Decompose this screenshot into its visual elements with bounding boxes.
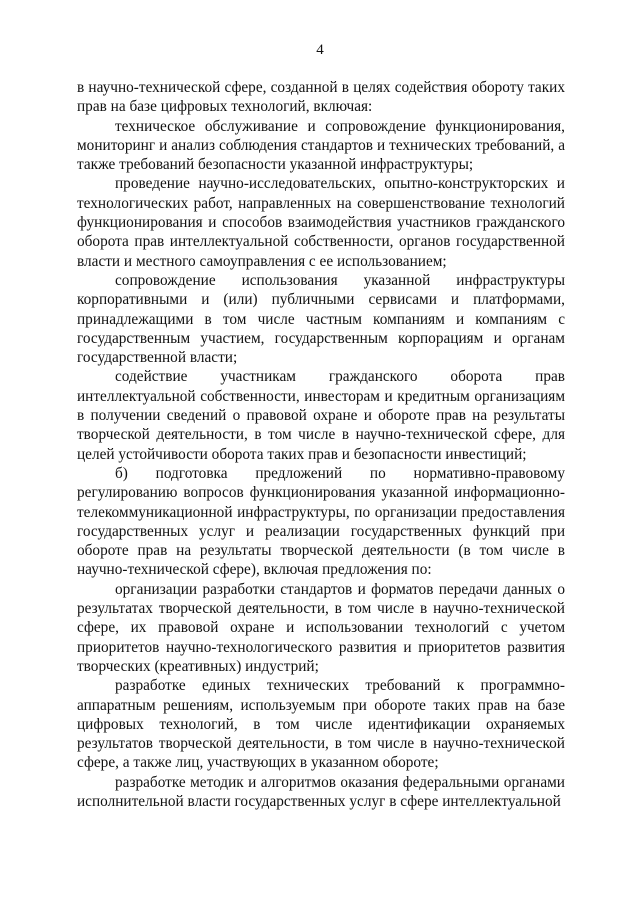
paragraph-requirements: разработке единых технических требований к программно-аппаратным решениям, используемым при обороте таких прав на базе цифровых технологий, в том числе идентификации охраняемых результатов творческой деятельности, в том числе в научно-технической сфере, а также лиц, участвующих в указанном обороте; bbox=[77, 677, 565, 772]
paragraph-support: сопровождение использования указанной инфраструктуры корпоративными и (или) публичными сервисами и платформами, принадлежащими в том числе частным компаниям и компаниям с государственным участием, государственным корпорациям и органам государственной власти; bbox=[77, 271, 565, 367]
paragraph-assistance: содействие участникам гражданского оборота прав интеллектуальной собственности, инвесторам и кредитным организациям в получении сведений о правовой охране и обороте прав на результаты творческой деятельности, в том числе в научно-технической сфере, для целей устойчивости оборота таких прав и безопасности инвестиций; bbox=[77, 368, 565, 463]
paragraph-standards: организации разработки стандартов и форматов передачи данных о результатах творческой деятельности, в том числе в научно-технической сфере, их правовой охране и использовании технологий с учетом приоритетов научно-технологического развития и приоритетов развития творческих (креативных) индустрий; bbox=[77, 580, 565, 675]
paragraph-continuation: в научно-технической сфере, созданной в целях содействия обороту таких прав на базе цифровых технологий, включая: bbox=[77, 79, 565, 116]
page-number: 4 bbox=[316, 42, 324, 58]
paragraph-item-b: б) подготовка предложений по нормативно-правовому регулированию вопросов функционирования указанной информационно-телекоммуникационной инфраструктуры, по организации предоставления государственных услуг и реализации государственных функций при обороте прав на результаты творческой деятельности (в том числе в научно-технической сфере), включая предложения по: bbox=[77, 464, 565, 579]
paragraph-research: проведение научно-исследовательских, опытно-конструкторских и технологических работ, направленных на совершенствование технологий функционирования и способов взаимодействия участников гражданского оборота прав интеллектуальной собственности, органов государственной власти и местного самоуправления с ее использованием; bbox=[77, 175, 565, 270]
document-body bbox=[77, 78, 565, 811]
paragraph-maintenance: техническое обслуживание и сопровождение функционирования, мониторинг и анализ соблюдения стандартов и технических требований, а также требований безопасности указанной инфраструктуры; bbox=[77, 117, 565, 174]
paragraph-methods: разработке методик и алгоритмов оказания федеральными органами исполнительной власти государственных услуг в сфере интеллектуальной bbox=[77, 773, 565, 810]
